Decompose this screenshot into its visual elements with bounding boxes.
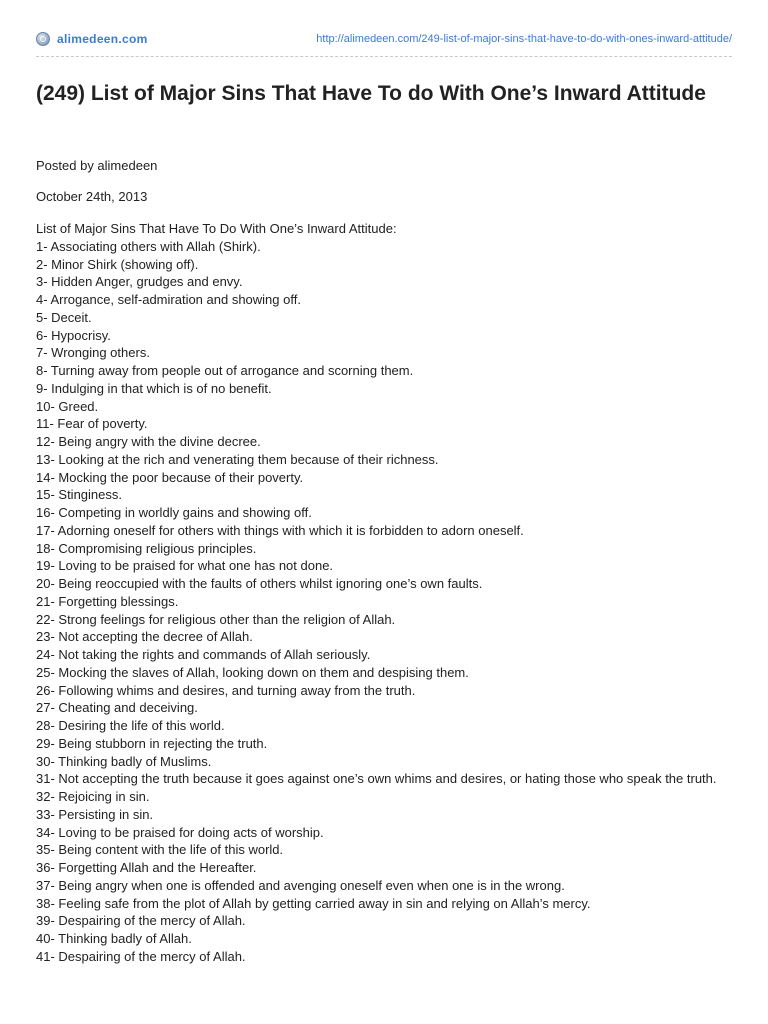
list-item: 34- Loving to be praised for doing acts of worship. [36,824,324,840]
article-body [36,220,726,966]
list-item: 29- Being stubborn in rejecting the truth. [36,735,268,751]
list-item: 33- Persisting in sin. [36,806,154,822]
list-item: 9- Indulging in that which is of no benefit. [36,380,272,396]
list-item: 24- Not taking the rights and commands of Allah seriously. [36,647,371,662]
list-item: 37- Being angry when one is offended and avenging oneself even when one is in the wrong. [36,877,565,893]
list-item: 30- Thinking badly of Muslims. [36,753,212,769]
list-item: 38- Feeling safe from the plot of Allah by getting carried away in sin and relying on Allah’s mercy. [36,895,591,911]
list-item: 4- Arrogance, self-admiration and showing off. [36,292,301,307]
list-item: 18- Compromising religious principles. [36,540,257,556]
list-item: 19- Loving to be praised for what one has not done. [36,558,334,574]
list-item: 16- Competing in worldly gains and showing off. [36,505,312,520]
list-item: 5- Deceit. [36,309,92,325]
list-item: 32- Rejoicing in sin. [36,789,150,804]
list-item: 14- Mocking the poor because of their poverty. [36,469,304,485]
list-item: 12- Being angry with the divine decree. [36,434,261,449]
list-item: 31- Not accepting the truth because it goes against one’s own whims and desires, or hating those who speak the truth. [36,771,717,787]
posted-by: Posted by alimedeen [36,158,158,173]
list-item: 2- Minor Shirk (showing off). [36,256,199,272]
globe-icon [36,32,50,46]
list-item: 35- Being content with the life of this world. [36,842,284,858]
list-item: 23- Not accepting the decree of Allah. [36,629,253,645]
article-title: (249) List of Major Sins That Have To do With One’s Inward Attitude [36,82,706,105]
list-item: 39- Despairing of the mercy of Allah. [36,913,246,929]
list-item: 20- Being reoccupied with the faults of others whilst ignoring one’s own faults. [36,576,483,591]
site-name[interactable]: alimedeen.com [57,32,148,46]
list-item: 6- Hypocrisy. [36,327,111,343]
page-url-link[interactable]: http://alimedeen.com/249-list-of-major-sins-that-have-to-do-with-ones-inward-attitude/ [316,33,732,45]
article-intro: List of Major Sins That Have To Do With One’s Inward Attitude: [36,221,397,236]
site-brand[interactable] [36,32,148,46]
list-item: 15- Stinginess. [36,487,122,503]
list-item: 21- Forgetting blessings. [36,593,179,609]
header-divider [36,56,732,57]
list-item: 26- Following whims and desires, and turning away from the truth. [36,682,416,698]
page-header [36,30,732,52]
list-item: 10- Greed. [36,398,99,414]
list-item: 11- Fear of poverty. [36,416,148,432]
list-item: 17- Adorning oneself for others with things with which it is forbidden to adorn oneself. [36,522,524,538]
list-item: 13- Looking at the rich and venerating them because of their richness. [36,451,439,467]
list-item: 41- Despairing of the mercy of Allah. [36,948,246,964]
list-item: 8- Turning away from people out of arrogance and scorning them. [36,363,414,378]
post-date: October 24th, 2013 [36,189,148,204]
list-item: 27- Cheating and deceiving. [36,700,198,716]
list-item: 22- Strong feelings for religious other than the religion of Allah. [36,611,396,627]
list-item: 40- Thinking badly of Allah. [36,931,192,946]
list-item: 7- Wronging others. [36,345,150,361]
list-item: 36- Forgetting Allah and the Hereafter. [36,860,257,875]
list-item: 3- Hidden Anger, grudges and envy. [36,274,243,290]
list-item: 28- Desiring the life of this world. [36,718,225,733]
list-item: 1- Associating others with Allah (Shirk). [36,238,261,254]
list-item: 25- Mocking the slaves of Allah, looking down on them and despising them. [36,664,469,680]
